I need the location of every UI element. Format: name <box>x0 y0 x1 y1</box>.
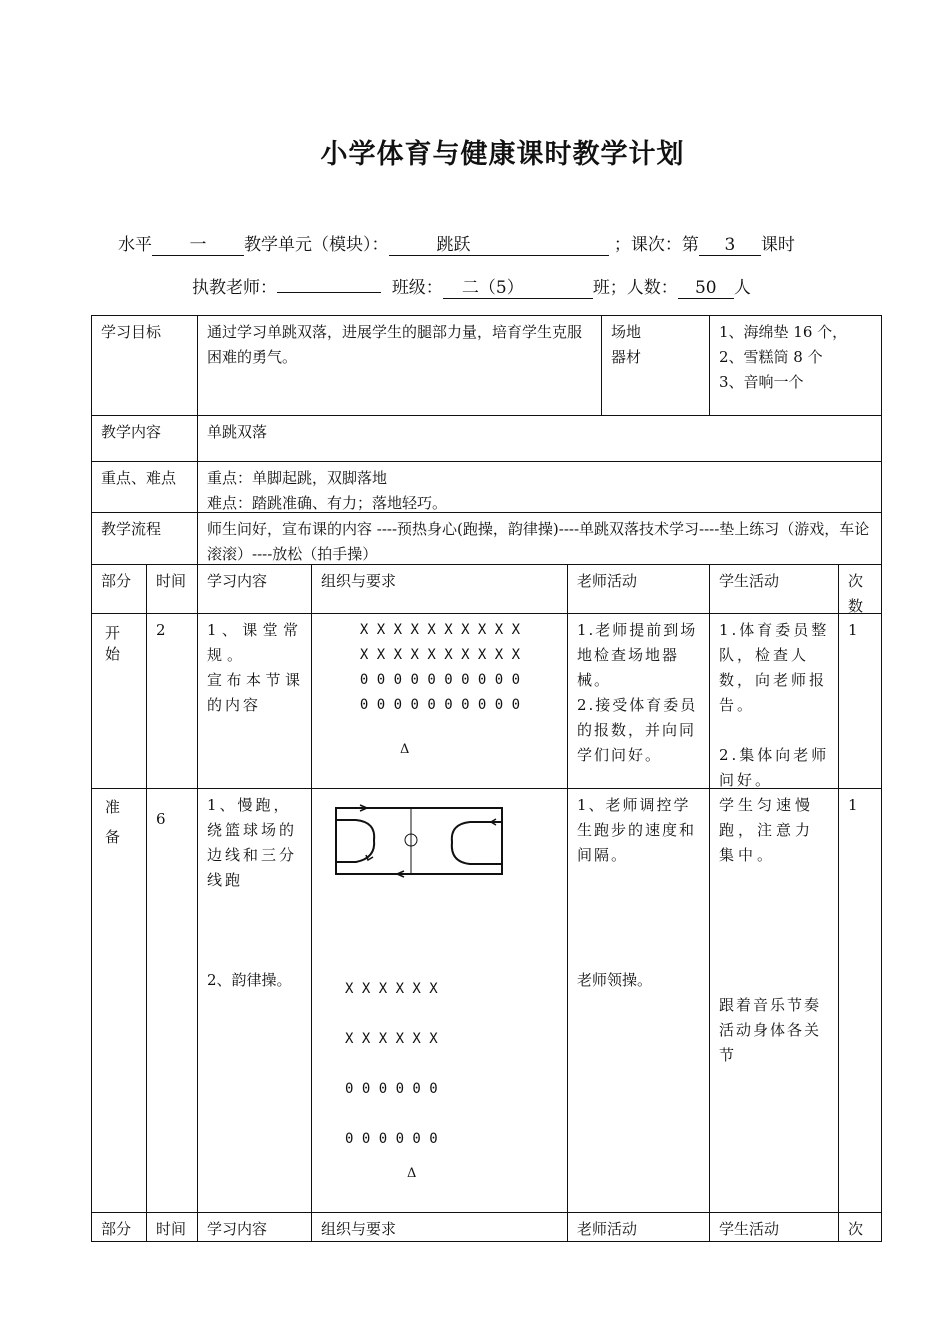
formation-row: 0 0 0 0 0 0 0 0 0 0 <box>359 697 521 713</box>
level-label: 水平 <box>118 235 152 255</box>
lesson-value: 3 <box>699 236 761 256</box>
list-item: 1、海绵垫 16 个， <box>719 323 848 341</box>
col-student: 学生活动 <box>719 572 780 590</box>
header-line-2 <box>192 273 751 299</box>
goal-text: 通过学习单跳双落，进展学生的腿部力量，培育学生克服困难的勇气。 <box>207 323 583 366</box>
flow-label: 教学流程 <box>101 520 162 538</box>
page-title: 小学体育与健康课时教学计划 <box>320 139 685 170</box>
formation-row: X X X X X X X X X X <box>359 647 521 663</box>
prep-part: 准 备 <box>105 798 121 846</box>
col-time-repeat: 时间 <box>156 1220 187 1238</box>
col-part-repeat: 部分 <box>101 1220 132 1238</box>
class-label: 班级： <box>391 278 443 298</box>
col-teacher-repeat: 老师活动 <box>577 1220 638 1238</box>
flow-text: 师生问好，宣布课的内容 ----预热身心(跑操，韵律操)----单跳双落技术学习----垫上练习（游戏，车论滚滚）----放松（拍手操） <box>207 520 870 563</box>
col-part: 部分 <box>101 572 132 590</box>
col-times-repeat: 次 <box>848 1220 864 1238</box>
col-organization: 组织与要求 <box>321 572 397 590</box>
formation-row: X X X X X X <box>345 981 438 997</box>
equipment-list <box>710 316 881 415</box>
key-point: 重点：单脚起跳，双脚落地 <box>207 469 388 487</box>
start-part: 开 始 <box>105 624 121 663</box>
prep-content: 1、慢跑，绕篮球场的边线和三分线跑 2、韵律操。 <box>207 796 298 989</box>
class-suffix: 班；人数： <box>592 278 678 298</box>
col-teacher: 老师活动 <box>577 572 638 590</box>
prep-formation <box>312 962 482 1162</box>
count-value: 50 <box>678 279 734 299</box>
formation-row: X X X X X X <box>345 1031 438 1047</box>
unit-value: 跳跃 <box>389 236 609 256</box>
prep-time: 6 <box>156 810 166 828</box>
start-time: 2 <box>156 621 166 639</box>
key-text <box>198 462 881 512</box>
list-item: 2.集体向老师问好。 <box>719 746 830 788</box>
content-label: 教学内容 <box>101 423 162 441</box>
teacher-position-mark: Δ <box>400 742 410 757</box>
content-text: 单跳双落 <box>207 423 268 441</box>
lesson-label: ；课次：第 <box>613 235 699 255</box>
prep-teacher-acts: 1、老师调控学生跑步的速度和间隔。 老师领操。 <box>577 796 697 989</box>
list-item: 1.体育委员整队，检查人数，向老师报告。 <box>719 621 830 714</box>
difficulty: 难点：踏跳准确、有力；落地轻巧。 <box>207 494 448 512</box>
class-value: 二（5） <box>443 279 593 299</box>
unit-label: 教学单元（模块）： <box>244 235 389 255</box>
teacher-label: 执教老师： <box>192 278 277 298</box>
key-label: 重点、难点 <box>101 469 177 487</box>
level-value: 一 <box>152 236 244 256</box>
header-line-1 <box>118 230 795 256</box>
start-times: 1 <box>848 621 858 639</box>
venue-label: 场地 器材 <box>611 323 642 366</box>
col-organization-repeat: 组织与要求 <box>321 1220 397 1238</box>
basketball-court-diagram <box>330 800 510 880</box>
col-times: 次数 <box>848 572 864 613</box>
start-student-acts <box>710 614 838 788</box>
teacher-position-mark: Δ <box>407 1166 417 1181</box>
formation-row: X X X X X X X X X X <box>359 622 521 638</box>
prep-times: 1 <box>848 796 858 814</box>
count-suffix: 人 <box>733 278 751 298</box>
prep-student-acts: 学生匀速慢跑，注意力集中。 跟着音乐节奏活动身体各关节 <box>719 796 822 1064</box>
formation-row: 0 0 0 0 0 0 <box>345 1081 438 1097</box>
col-content: 学习内容 <box>207 572 268 590</box>
formation-row: 0 0 0 0 0 0 0 0 0 0 <box>359 672 521 688</box>
start-teacher-acts <box>568 614 709 788</box>
list-item: 2.接受体育委员的报数，并向同学们问好。 <box>577 696 698 764</box>
teacher-value <box>277 273 381 293</box>
start-formation <box>312 614 567 788</box>
start-content: 1、课堂常规。 宣布本节课的内容 <box>207 621 303 714</box>
lesson-suffix: 课时 <box>760 235 795 255</box>
col-student-repeat: 学生活动 <box>719 1220 780 1238</box>
list-item: 2、雪糕筒 8 个 <box>719 348 823 366</box>
list-item: 3、音响一个 <box>719 373 804 391</box>
col-time: 时间 <box>156 572 187 590</box>
list-item: 1.老师提前到场地检查场地器械。 <box>577 621 698 689</box>
formation-row: 0 0 0 0 0 0 <box>345 1131 438 1147</box>
col-content-repeat: 学习内容 <box>207 1220 268 1238</box>
goal-label: 学习目标 <box>101 323 162 341</box>
